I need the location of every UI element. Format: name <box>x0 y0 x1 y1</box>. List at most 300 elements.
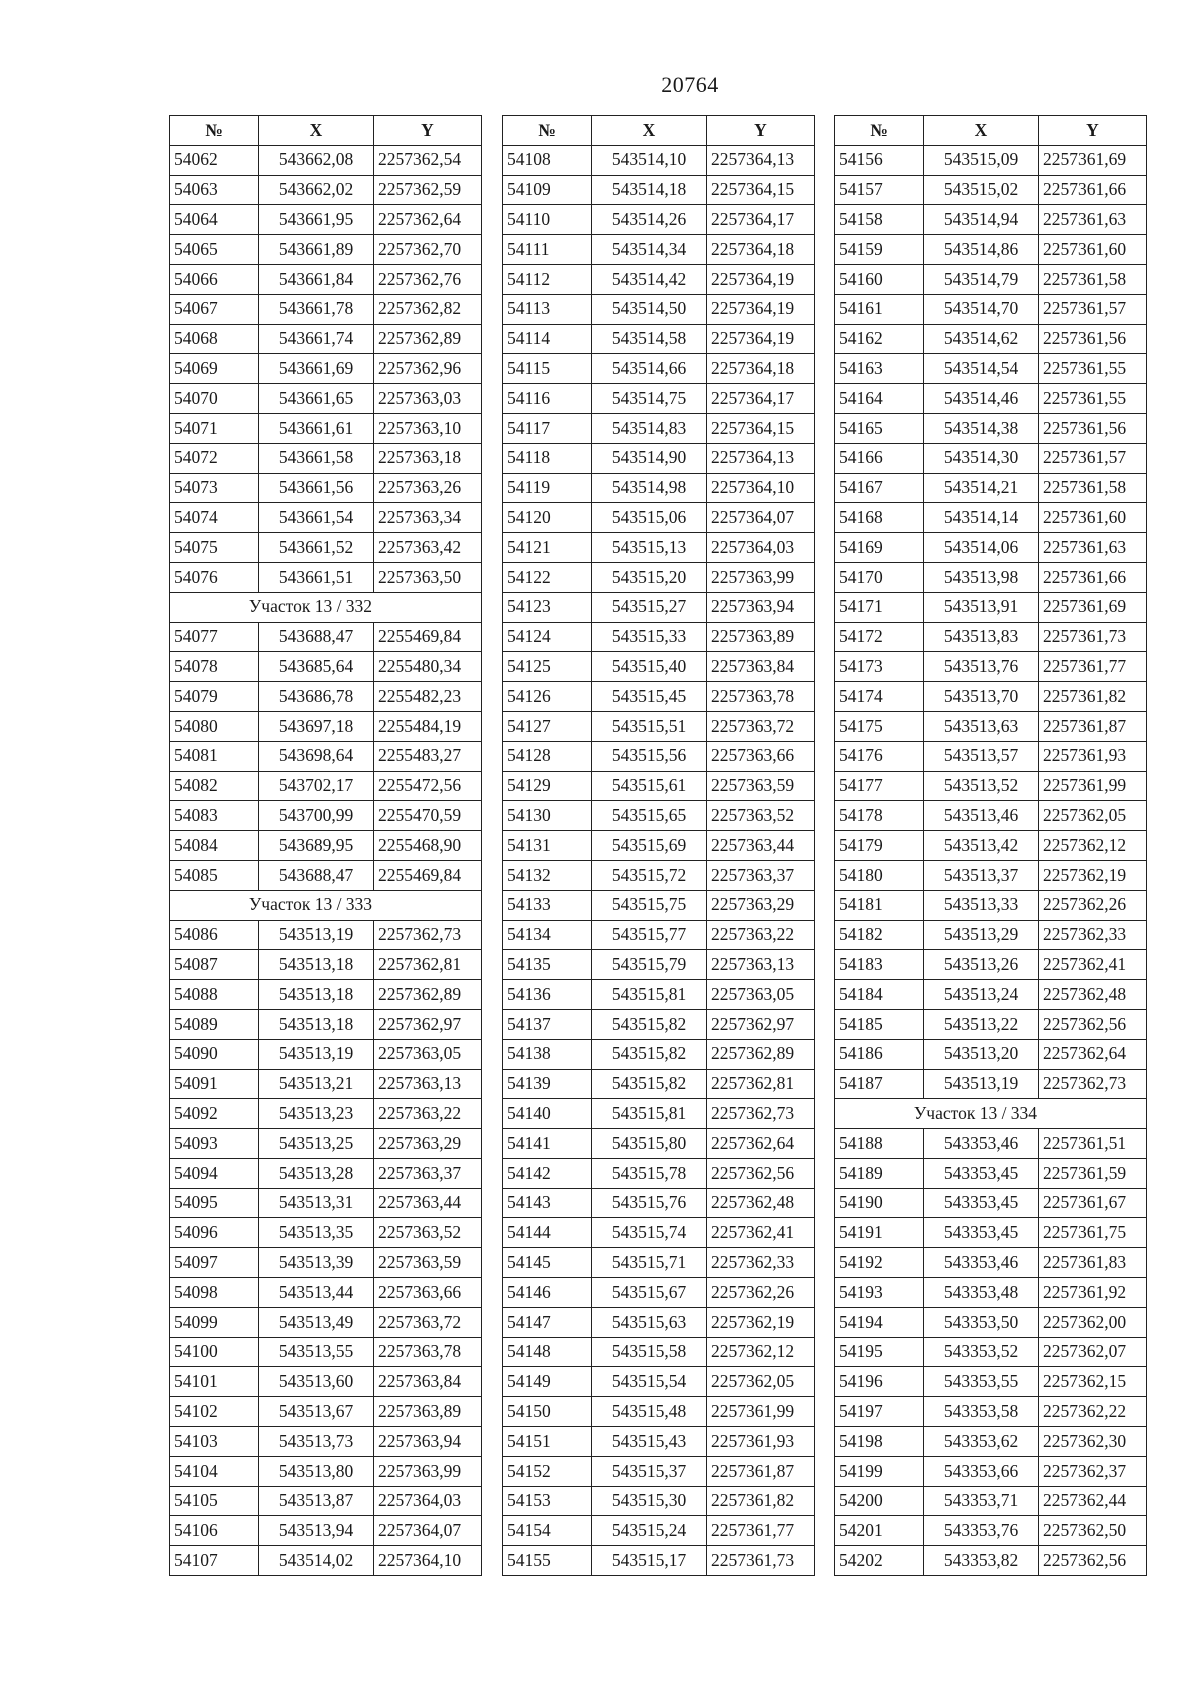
x-coordinate: 543515,82 <box>592 1009 707 1039</box>
point-number: 54160 <box>835 264 924 294</box>
point-number: 54123 <box>503 592 592 622</box>
point-number: 54101 <box>170 1367 259 1397</box>
x-coordinate: 543514,83 <box>592 413 707 443</box>
table-row <box>835 890 1147 920</box>
table-row <box>170 771 482 801</box>
y-coordinate: 2257362,73 <box>374 920 482 950</box>
y-coordinate: 2257361,58 <box>1039 264 1147 294</box>
table-row <box>503 533 815 563</box>
table-row <box>170 682 482 712</box>
y-coordinate: 2257361,92 <box>1039 1278 1147 1308</box>
point-number: 54062 <box>170 145 259 175</box>
y-coordinate: 2255469,84 <box>374 622 482 652</box>
y-coordinate: 2257363,72 <box>707 711 815 741</box>
x-coordinate: 543513,46 <box>924 801 1039 831</box>
x-coordinate: 543513,39 <box>259 1248 374 1278</box>
table-row <box>835 1367 1147 1397</box>
table-row <box>503 562 815 592</box>
y-coordinate: 2255472,56 <box>374 771 482 801</box>
point-number: 54063 <box>170 175 259 205</box>
y-coordinate: 2257363,59 <box>707 771 815 801</box>
table-row <box>835 682 1147 712</box>
point-number: 54094 <box>170 1158 259 1188</box>
point-number: 54082 <box>170 771 259 801</box>
y-coordinate: 2257362,56 <box>1039 1009 1147 1039</box>
y-coordinate: 2257364,18 <box>707 354 815 384</box>
y-coordinate: 2257361,82 <box>1039 682 1147 712</box>
table-row <box>503 1486 815 1516</box>
y-coordinate: 2257363,52 <box>374 1218 482 1248</box>
table-row <box>503 1218 815 1248</box>
y-coordinate: 2257362,73 <box>707 1099 815 1129</box>
table-row <box>503 592 815 622</box>
table-row <box>503 711 815 741</box>
table-row <box>835 324 1147 354</box>
point-number: 54142 <box>503 1158 592 1188</box>
table-row <box>170 1546 482 1576</box>
y-coordinate: 2257363,84 <box>374 1367 482 1397</box>
table-row <box>503 473 815 503</box>
y-coordinate: 2257361,58 <box>1039 473 1147 503</box>
x-coordinate: 543353,45 <box>924 1158 1039 1188</box>
point-number: 54090 <box>170 1039 259 1069</box>
point-number: 54148 <box>503 1337 592 1367</box>
table-row <box>170 503 482 533</box>
table-row <box>503 1099 815 1129</box>
x-coordinate: 543513,19 <box>259 1039 374 1069</box>
table-row <box>503 890 815 920</box>
x-coordinate: 543513,87 <box>259 1486 374 1516</box>
point-number: 54067 <box>170 294 259 324</box>
table-row <box>835 950 1147 980</box>
point-number: 54201 <box>835 1516 924 1546</box>
point-number: 54159 <box>835 235 924 265</box>
table-row <box>170 264 482 294</box>
point-number: 54155 <box>503 1546 592 1576</box>
table-row <box>835 384 1147 414</box>
table-row <box>170 1188 482 1218</box>
table-row <box>170 711 482 741</box>
table-row <box>170 205 482 235</box>
point-number: 54103 <box>170 1427 259 1457</box>
table-row <box>503 1129 815 1159</box>
x-coordinate: 543515,24 <box>592 1516 707 1546</box>
x-coordinate: 543515,61 <box>592 771 707 801</box>
table-row <box>170 1039 482 1069</box>
table-row <box>835 920 1147 950</box>
x-coordinate: 543515,45 <box>592 682 707 712</box>
x-coordinate: 543353,62 <box>924 1427 1039 1457</box>
table-row <box>503 652 815 682</box>
table-row <box>835 1307 1147 1337</box>
table-row <box>170 1427 482 1457</box>
table-row <box>170 622 482 652</box>
x-coordinate: 543513,25 <box>259 1129 374 1159</box>
y-coordinate: 2257362,19 <box>707 1307 815 1337</box>
table-row <box>835 443 1147 473</box>
table-row <box>835 264 1147 294</box>
point-number: 54196 <box>835 1367 924 1397</box>
point-number: 54069 <box>170 354 259 384</box>
table-row <box>835 860 1147 890</box>
x-coordinate: 543513,26 <box>924 950 1039 980</box>
table-row <box>170 980 482 1010</box>
table-row <box>170 354 482 384</box>
x-coordinate: 543513,67 <box>259 1397 374 1427</box>
table-row <box>835 1188 1147 1218</box>
table-row <box>170 1486 482 1516</box>
header-number: № <box>503 116 592 146</box>
table-row <box>503 503 815 533</box>
table-row <box>835 1486 1147 1516</box>
x-coordinate: 543514,38 <box>924 413 1039 443</box>
x-coordinate: 543700,99 <box>259 801 374 831</box>
point-number: 54167 <box>835 473 924 503</box>
table-row <box>835 1218 1147 1248</box>
y-coordinate: 2257362,81 <box>374 950 482 980</box>
y-coordinate: 2257362,97 <box>707 1009 815 1039</box>
x-coordinate: 543513,73 <box>259 1427 374 1457</box>
x-coordinate: 543353,45 <box>924 1218 1039 1248</box>
point-number: 54172 <box>835 622 924 652</box>
x-coordinate: 543514,42 <box>592 264 707 294</box>
x-coordinate: 543514,90 <box>592 443 707 473</box>
x-coordinate: 543514,34 <box>592 235 707 265</box>
y-coordinate: 2257364,17 <box>707 205 815 235</box>
y-coordinate: 2257363,18 <box>374 443 482 473</box>
table-row <box>170 801 482 831</box>
point-number: 54115 <box>503 354 592 384</box>
point-number: 54199 <box>835 1456 924 1486</box>
y-coordinate: 2257362,12 <box>707 1337 815 1367</box>
point-number: 54184 <box>835 980 924 1010</box>
x-coordinate: 543515,65 <box>592 801 707 831</box>
point-number: 54173 <box>835 652 924 682</box>
table-row <box>835 1248 1147 1278</box>
x-coordinate: 543513,18 <box>259 1009 374 1039</box>
y-coordinate: 2255468,90 <box>374 831 482 861</box>
point-number: 54191 <box>835 1218 924 1248</box>
y-coordinate: 2257362,50 <box>1039 1516 1147 1546</box>
point-number: 54092 <box>170 1099 259 1129</box>
point-number: 54158 <box>835 205 924 235</box>
y-coordinate: 2257362,48 <box>707 1188 815 1218</box>
y-coordinate: 2257361,60 <box>1039 235 1147 265</box>
y-coordinate: 2257363,99 <box>707 562 815 592</box>
table-row <box>170 473 482 503</box>
x-coordinate: 543514,18 <box>592 175 707 205</box>
y-coordinate: 2257362,37 <box>1039 1456 1147 1486</box>
x-coordinate: 543515,54 <box>592 1367 707 1397</box>
section-title: Участок 13 / 334 <box>835 1099 1147 1129</box>
point-number: 54170 <box>835 562 924 592</box>
point-number: 54150 <box>503 1397 592 1427</box>
point-number: 54102 <box>170 1397 259 1427</box>
x-coordinate: 543515,09 <box>924 145 1039 175</box>
point-number: 54161 <box>835 294 924 324</box>
table-row <box>835 1546 1147 1576</box>
y-coordinate: 2257364,17 <box>707 384 815 414</box>
y-coordinate: 2257364,18 <box>707 235 815 265</box>
point-number: 54164 <box>835 384 924 414</box>
point-number: 54109 <box>503 175 592 205</box>
y-coordinate: 2257362,44 <box>1039 1486 1147 1516</box>
y-coordinate: 2257362,64 <box>707 1129 815 1159</box>
table-row <box>170 1129 482 1159</box>
table-row <box>503 980 815 1010</box>
point-number: 54064 <box>170 205 259 235</box>
x-coordinate: 543515,77 <box>592 920 707 950</box>
y-coordinate: 2257362,54 <box>374 145 482 175</box>
x-coordinate: 543515,30 <box>592 1486 707 1516</box>
table-row <box>503 831 815 861</box>
table-row <box>835 801 1147 831</box>
point-number: 54117 <box>503 413 592 443</box>
point-number: 54133 <box>503 890 592 920</box>
point-number: 54197 <box>835 1397 924 1427</box>
y-coordinate: 2257364,19 <box>707 324 815 354</box>
point-number: 54195 <box>835 1337 924 1367</box>
table-row <box>835 1039 1147 1069</box>
coordinate-table-1 <box>169 115 482 1576</box>
y-coordinate: 2257361,66 <box>1039 175 1147 205</box>
x-coordinate: 543662,08 <box>259 145 374 175</box>
x-coordinate: 543513,60 <box>259 1367 374 1397</box>
x-coordinate: 543513,33 <box>924 890 1039 920</box>
table-row <box>170 1218 482 1248</box>
x-coordinate: 543513,28 <box>259 1158 374 1188</box>
point-number: 54147 <box>503 1307 592 1337</box>
y-coordinate: 2257364,19 <box>707 294 815 324</box>
page-number: 20764 <box>661 72 719 97</box>
table-row <box>170 533 482 563</box>
x-coordinate: 543515,76 <box>592 1188 707 1218</box>
table-row <box>503 413 815 443</box>
x-coordinate: 543689,95 <box>259 831 374 861</box>
table-row <box>835 1337 1147 1367</box>
point-number: 54141 <box>503 1129 592 1159</box>
x-coordinate: 543515,63 <box>592 1307 707 1337</box>
point-number: 54124 <box>503 622 592 652</box>
y-coordinate: 2257362,00 <box>1039 1307 1147 1337</box>
x-coordinate: 543513,29 <box>924 920 1039 950</box>
x-coordinate: 543515,43 <box>592 1427 707 1457</box>
y-coordinate: 2257363,05 <box>374 1039 482 1069</box>
x-coordinate: 543513,42 <box>924 831 1039 861</box>
table-row <box>835 711 1147 741</box>
point-number: 54189 <box>835 1158 924 1188</box>
y-coordinate: 2257361,77 <box>707 1516 815 1546</box>
y-coordinate: 2257363,99 <box>374 1456 482 1486</box>
x-coordinate: 543661,95 <box>259 205 374 235</box>
x-coordinate: 543353,46 <box>924 1248 1039 1278</box>
y-coordinate: 2257364,15 <box>707 175 815 205</box>
point-number: 54171 <box>835 592 924 622</box>
x-coordinate: 543515,78 <box>592 1158 707 1188</box>
table-row <box>170 175 482 205</box>
table-row <box>503 1158 815 1188</box>
point-number: 54185 <box>835 1009 924 1039</box>
point-number: 54135 <box>503 950 592 980</box>
point-number: 54175 <box>835 711 924 741</box>
point-number: 54202 <box>835 1546 924 1576</box>
y-coordinate: 2257362,96 <box>374 354 482 384</box>
point-number: 54080 <box>170 711 259 741</box>
x-coordinate: 543515,27 <box>592 592 707 622</box>
y-coordinate: 2257362,41 <box>707 1218 815 1248</box>
x-coordinate: 543513,37 <box>924 860 1039 890</box>
x-coordinate: 543513,24 <box>924 980 1039 1010</box>
table-row <box>170 294 482 324</box>
point-number: 54125 <box>503 652 592 682</box>
table-row <box>835 1009 1147 1039</box>
point-number: 54088 <box>170 980 259 1010</box>
y-coordinate: 2257362,56 <box>1039 1546 1147 1576</box>
x-coordinate: 543353,58 <box>924 1397 1039 1427</box>
point-number: 54081 <box>170 741 259 771</box>
table-row <box>503 205 815 235</box>
point-number: 54095 <box>170 1188 259 1218</box>
point-number: 54183 <box>835 950 924 980</box>
point-number: 54121 <box>503 533 592 563</box>
table-row <box>503 1248 815 1278</box>
y-coordinate: 2257363,13 <box>374 1069 482 1099</box>
x-coordinate: 543513,23 <box>259 1099 374 1129</box>
y-coordinate: 2257362,73 <box>1039 1069 1147 1099</box>
point-number: 54066 <box>170 264 259 294</box>
x-coordinate: 543515,82 <box>592 1069 707 1099</box>
point-number: 54193 <box>835 1278 924 1308</box>
table-row <box>170 1009 482 1039</box>
table-row <box>503 443 815 473</box>
header-y: Y <box>707 116 815 146</box>
y-coordinate: 2257362,76 <box>374 264 482 294</box>
table-row <box>503 145 815 175</box>
y-coordinate: 2257364,03 <box>374 1486 482 1516</box>
point-number: 54073 <box>170 473 259 503</box>
x-coordinate: 543685,64 <box>259 652 374 682</box>
x-coordinate: 543514,75 <box>592 384 707 414</box>
point-number: 54108 <box>503 145 592 175</box>
y-coordinate: 2257363,34 <box>374 503 482 533</box>
x-coordinate: 543353,52 <box>924 1337 1039 1367</box>
y-coordinate: 2257364,10 <box>374 1546 482 1576</box>
y-coordinate: 2257361,60 <box>1039 503 1147 533</box>
table-row <box>503 741 815 771</box>
table-row <box>170 443 482 473</box>
y-coordinate: 2257361,75 <box>1039 1218 1147 1248</box>
point-number: 54122 <box>503 562 592 592</box>
x-coordinate: 543514,54 <box>924 354 1039 384</box>
point-number: 54084 <box>170 831 259 861</box>
table-row <box>170 1069 482 1099</box>
table-row <box>503 1367 815 1397</box>
table-row <box>170 1397 482 1427</box>
point-number: 54129 <box>503 771 592 801</box>
x-coordinate: 543513,21 <box>259 1069 374 1099</box>
y-coordinate: 2257363,05 <box>707 980 815 1010</box>
table-row <box>835 652 1147 682</box>
x-coordinate: 543353,76 <box>924 1516 1039 1546</box>
y-coordinate: 2257363,10 <box>374 413 482 443</box>
x-coordinate: 543688,47 <box>259 622 374 652</box>
table-row <box>503 920 815 950</box>
y-coordinate: 2257362,33 <box>707 1248 815 1278</box>
table-row <box>503 264 815 294</box>
x-coordinate: 543515,51 <box>592 711 707 741</box>
point-number: 54099 <box>170 1307 259 1337</box>
table-row <box>503 235 815 265</box>
point-number: 54153 <box>503 1486 592 1516</box>
header-x: X <box>924 116 1039 146</box>
x-coordinate: 543513,98 <box>924 562 1039 592</box>
table-row <box>170 950 482 980</box>
y-coordinate: 2255469,84 <box>374 860 482 890</box>
table-row <box>170 1456 482 1486</box>
point-number: 54192 <box>835 1248 924 1278</box>
x-coordinate: 543353,46 <box>924 1129 1039 1159</box>
x-coordinate: 543515,82 <box>592 1039 707 1069</box>
x-coordinate: 543513,91 <box>924 592 1039 622</box>
table-row <box>835 1129 1147 1159</box>
table-row <box>835 771 1147 801</box>
header-x: X <box>259 116 374 146</box>
point-number: 54152 <box>503 1456 592 1486</box>
table-header-row <box>170 116 482 146</box>
point-number: 54112 <box>503 264 592 294</box>
y-coordinate: 2255470,59 <box>374 801 482 831</box>
table-row <box>503 1546 815 1576</box>
y-coordinate: 2257363,03 <box>374 384 482 414</box>
table-row <box>503 950 815 980</box>
y-coordinate: 2257363,42 <box>374 533 482 563</box>
y-coordinate: 2257361,59 <box>1039 1158 1147 1188</box>
table-row <box>835 354 1147 384</box>
point-number: 54154 <box>503 1516 592 1546</box>
x-coordinate: 543353,48 <box>924 1278 1039 1308</box>
point-number: 54187 <box>835 1069 924 1099</box>
x-coordinate: 543688,47 <box>259 860 374 890</box>
x-coordinate: 543686,78 <box>259 682 374 712</box>
point-number: 54116 <box>503 384 592 414</box>
x-coordinate: 543702,17 <box>259 771 374 801</box>
x-coordinate: 543515,81 <box>592 1099 707 1129</box>
y-coordinate: 2257364,03 <box>707 533 815 563</box>
table-row <box>835 205 1147 235</box>
y-coordinate: 2257362,33 <box>1039 920 1147 950</box>
x-coordinate: 543515,75 <box>592 890 707 920</box>
x-coordinate: 543514,21 <box>924 473 1039 503</box>
point-number: 54190 <box>835 1188 924 1218</box>
y-coordinate: 2257362,48 <box>1039 980 1147 1010</box>
table-row <box>170 235 482 265</box>
x-coordinate: 543514,79 <box>924 264 1039 294</box>
table-row <box>503 801 815 831</box>
y-coordinate: 2257364,13 <box>707 443 815 473</box>
table-row <box>170 562 482 592</box>
y-coordinate: 2257363,22 <box>707 920 815 950</box>
x-coordinate: 543661,56 <box>259 473 374 503</box>
point-number: 54174 <box>835 682 924 712</box>
point-number: 54177 <box>835 771 924 801</box>
point-number: 54097 <box>170 1248 259 1278</box>
table-row <box>170 1248 482 1278</box>
y-coordinate: 2257362,05 <box>1039 801 1147 831</box>
table-row <box>835 831 1147 861</box>
y-coordinate: 2257361,66 <box>1039 562 1147 592</box>
point-number: 54130 <box>503 801 592 831</box>
y-coordinate: 2257362,05 <box>707 1367 815 1397</box>
